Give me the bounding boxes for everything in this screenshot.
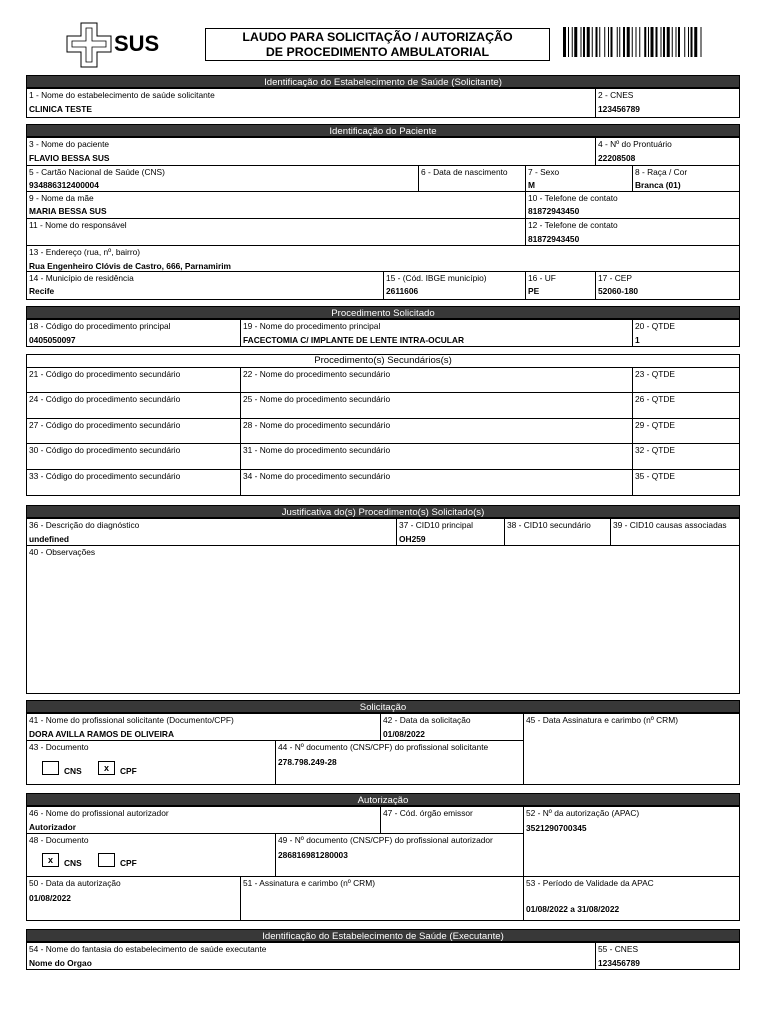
sec-proc-code-label: 21 - Código do procedimento secundário: [29, 369, 181, 379]
field-10-label: 10 - Telefone de contato: [528, 193, 618, 203]
sec-proc-name-cell[interactable]: [241, 470, 633, 495]
barcode-bar: [694, 27, 697, 57]
barcode-bar: [676, 27, 677, 57]
sec-proc-code-label: 30 - Código do procedimento secundário: [29, 445, 181, 455]
field-3-value: FLAVIO BESSA SUS: [29, 153, 110, 163]
field-19-value: FACECTOMIA C/ IMPLANTE DE LENTE INTRA-OCULAR: [243, 335, 464, 345]
field-2-label: 2 - CNES: [598, 90, 634, 100]
barcode-bar: [608, 27, 609, 57]
barcode-bar: [636, 27, 637, 57]
sec-proc-code-cell[interactable]: [27, 470, 241, 495]
field-44-value: 278.798.249-28: [278, 757, 337, 767]
title-line-2: DE PROCEDIMENTO AMBULATORIAL: [265, 45, 490, 59]
field-37-label: 37 - CID10 principal: [399, 520, 474, 530]
field-14[interactable]: [27, 272, 384, 299]
logo-text: SUS: [114, 31, 160, 56]
sus-logo: [64, 22, 174, 68]
field-4-value: 22208508: [598, 153, 636, 163]
field-55-label: 55 - CNES: [598, 944, 639, 954]
field-41-value: DORA AVILLA RAMOS DE OLIVEIRA: [29, 729, 175, 739]
barcode-bar: [656, 27, 658, 57]
field-8-value: Branca (01): [635, 180, 681, 190]
title-line-1: LAUDO PARA SOLICITAÇÃO / AUTORIZAÇÃO: [242, 30, 513, 44]
field-18[interactable]: [27, 320, 241, 346]
field-7-label: 7 - Sexo: [528, 167, 560, 177]
field-19-label: 19 - Nome do procedimento principal: [243, 321, 381, 331]
barcode-bar: [611, 27, 613, 57]
sec-proc-name-cell[interactable]: [241, 368, 633, 393]
field-36-value: undefined: [29, 534, 70, 544]
field-6-label: 6 - Data de nascimento: [421, 167, 508, 177]
solicitacao-block: [26, 713, 740, 785]
field-9[interactable]: [27, 192, 526, 219]
sec-proc-name-label: 34 - Nome do procedimento secundário: [243, 471, 391, 481]
barcode-bar: [688, 27, 689, 57]
sec-proc-qtde-cell[interactable]: [633, 470, 739, 495]
section-estab-executante: Identificação do Estabelecimento de Saúde (Executante): [26, 929, 740, 942]
barcode-bar: [684, 27, 685, 57]
cross-icon: [64, 22, 116, 68]
field-5-label: 5 - Cartão Nacional de Saúde (CNS): [29, 167, 165, 177]
field-40[interactable]: [27, 546, 739, 693]
field-12-label: 12 - Telefone de contato: [528, 220, 618, 230]
autorizador-cns-label: CNS: [64, 858, 82, 868]
barcode-bar: [648, 27, 649, 57]
field-7-value: M: [528, 180, 535, 190]
field-9-label: 9 - Nome da mãe: [29, 193, 94, 203]
field-13-value: Rua Engenheiro Clóvis de Castro, 666, Parnamirim: [29, 261, 231, 271]
autorizador-cpf-checkbox[interactable]: [98, 853, 115, 867]
barcode-bar: [672, 27, 673, 57]
barcode-bar: [627, 27, 630, 57]
field-15-value: 2611606: [386, 286, 419, 296]
solicitante-cns-label: CNS: [64, 766, 82, 776]
sec-proc-name-label: 25 - Nome do procedimento secundário: [243, 394, 391, 404]
sec-proc-code-cell[interactable]: [27, 393, 241, 419]
section-paciente: Identificação do Paciente: [26, 124, 740, 137]
field-4[interactable]: [596, 138, 739, 166]
sec-proc-qtde-label: 23 - QTDE: [635, 369, 676, 379]
barcode-bar: [587, 27, 590, 57]
field-49-value: 286816981280003: [278, 850, 348, 860]
barcode-bar: [691, 27, 693, 57]
barcode-bar: [644, 27, 646, 57]
sec-proc-name-label: 22 - Nome do procedimento secundário: [243, 369, 391, 379]
field-48: [27, 834, 276, 877]
field-17[interactable]: [596, 272, 739, 299]
barcode-bar: [604, 27, 605, 57]
justificativa-block: [26, 518, 740, 694]
field-2[interactable]: [596, 89, 739, 117]
field-11-label: 11 - Nome do responsável: [29, 220, 127, 230]
field-51[interactable]: [241, 877, 524, 920]
field-53-label: 53 - Período de Validade da APAC: [526, 878, 654, 888]
field-52[interactable]: [524, 807, 739, 877]
field-50-value: 01/08/2022: [29, 893, 71, 903]
sec-proc-name-cell[interactable]: [241, 444, 633, 470]
barcode-bar: [663, 27, 665, 57]
field-1[interactable]: [27, 89, 596, 117]
proc-secundarios-title: Procedimento(s) Secundários(s): [314, 355, 452, 366]
field-2-value: 123456789: [598, 104, 640, 114]
form-title: [205, 28, 550, 61]
field-49-label: 49 - Nº documento (CNS/CPF) do profissional autorizador: [278, 835, 493, 845]
field-51-label: 51 - Assinatura e carimbo (nº CRM): [243, 878, 375, 888]
barcode-bar: [701, 27, 702, 57]
field-48-label: 48 - Documento: [29, 835, 89, 845]
field-46[interactable]: [27, 807, 381, 834]
field-43-label: 43 - Documento: [29, 742, 89, 752]
section-justificativa: Justificativa do(s) Procedimento(s) Solicitado(s): [26, 505, 740, 518]
field-13[interactable]: [27, 246, 739, 272]
field-1-value: CLINICA TESTE: [29, 104, 92, 114]
field-3[interactable]: [27, 138, 596, 166]
sec-proc-qtde-label: 29 - QTDE: [635, 420, 676, 430]
barcode-bar: [639, 27, 640, 57]
field-16-label: 16 - UF: [528, 273, 556, 283]
field-55[interactable]: [596, 943, 739, 969]
barcode-bar: [599, 27, 600, 57]
barcode-bar: [568, 27, 569, 57]
field-43: [27, 741, 276, 784]
field-12-value: 81872943450: [528, 234, 580, 244]
barcode-bar: [617, 27, 618, 57]
field-14-label: 14 - Município de residência: [29, 273, 134, 283]
field-40-label: 40 - Observações: [29, 547, 96, 557]
field-52-label: 52 - Nº da autorização (APAC): [526, 808, 640, 818]
section-proc-secundarios-header: [26, 354, 740, 368]
field-15-label: 15 - (Cód. IBGE município): [386, 273, 487, 283]
autorizacao-block: [26, 806, 740, 921]
field-53[interactable]: [524, 877, 739, 920]
sec-proc-qtde-cell[interactable]: [633, 419, 739, 444]
field-41[interactable]: [27, 714, 381, 741]
field-14-value: Recife: [29, 286, 55, 296]
autorizador-cns-checkbox[interactable]: x: [42, 853, 59, 867]
sec-proc-code-cell[interactable]: [27, 368, 241, 393]
field-13-label: 13 - Endereço (rua, nº, bairro): [29, 247, 141, 257]
sec-proc-qtde-label: 26 - QTDE: [635, 394, 676, 404]
barcode-bar: [632, 27, 633, 57]
barcode-bar: [619, 27, 620, 57]
section-solicitacao: Solicitação: [26, 700, 740, 713]
field-50[interactable]: [27, 877, 241, 920]
field-37-value: OH259: [399, 534, 426, 544]
field-41-label: 41 - Nome do profissional solicitante (Documento/CPF): [29, 715, 234, 725]
field-7[interactable]: [526, 166, 633, 192]
field-18-value: 0405050097: [29, 335, 76, 345]
field-45-label: 45 - Data Assinatura e carimbo (nº CRM): [526, 715, 679, 725]
field-46-value: Autorizador: [29, 822, 76, 832]
barcode-bar: [581, 27, 582, 57]
sec-proc-code-cell[interactable]: [27, 419, 241, 444]
barcode-bar: [678, 27, 680, 57]
field-38-label: 38 - CID10 secundário: [507, 520, 591, 530]
field-49[interactable]: [276, 834, 524, 877]
field-20[interactable]: [633, 320, 739, 346]
field-42-label: 42 - Data da solicitação: [383, 715, 471, 725]
barcode-bar: [592, 27, 593, 57]
sec-proc-name-label: 31 - Nome do procedimento secundário: [243, 445, 391, 455]
sec-proc-qtde-cell[interactable]: [633, 393, 739, 419]
field-42[interactable]: [381, 714, 524, 741]
sec-proc-code-label: 33 - Código do procedimento secundário: [29, 471, 181, 481]
proc-solicitado-block: [26, 319, 740, 347]
field-54-value: Nome do Orgao: [29, 958, 92, 968]
barcode-bar: [667, 27, 670, 57]
sec-proc-code-label: 24 - Código do procedimento secundário: [29, 394, 181, 404]
sec-proc-name-cell[interactable]: [241, 393, 633, 419]
field-17-label: 17 - CEP: [598, 273, 632, 283]
barcode-bar: [651, 27, 654, 57]
section-estab-solicitante: Identificação do Estabelecimento de Saúde (Solicitante): [26, 75, 740, 88]
field-54[interactable]: [27, 943, 596, 969]
barcode-bar: [661, 27, 662, 57]
barcode-bar: [572, 27, 573, 57]
proc-secundarios-block: [26, 367, 740, 496]
field-36[interactable]: [27, 519, 397, 546]
field-8[interactable]: [633, 166, 739, 192]
sec-proc-qtde-cell[interactable]: [633, 368, 739, 393]
field-45[interactable]: [524, 714, 739, 784]
estab-solicitante-block: [26, 88, 740, 118]
field-44[interactable]: [276, 741, 524, 784]
field-38[interactable]: [505, 519, 611, 546]
field-16[interactable]: [526, 272, 596, 299]
sec-proc-code-cell[interactable]: [27, 444, 241, 470]
sec-proc-code-label: 27 - Código do procedimento secundário: [29, 420, 181, 430]
barcode-bar: [623, 27, 625, 57]
field-15[interactable]: [384, 272, 526, 299]
sec-proc-name-label: 28 - Nome do procedimento secundário: [243, 420, 391, 430]
sec-proc-qtde-cell[interactable]: [633, 444, 739, 470]
field-50-label: 50 - Data da autorização: [29, 878, 121, 888]
barcode: [563, 27, 741, 57]
barcode-bar: [596, 27, 598, 57]
field-54-label: 54 - Nome do fantasia do estabelecimento de saúde executante: [29, 944, 267, 954]
field-4-label: 4 - Nº do Prontuário: [598, 139, 672, 149]
field-20-value: 1: [635, 335, 640, 345]
solicitante-cpf-label: CPF: [120, 766, 137, 776]
field-42-value: 01/08/2022: [383, 729, 425, 739]
field-6[interactable]: [419, 166, 526, 192]
section-proc-solicitado: Procedimento Solicitado: [26, 306, 740, 319]
autorizador-cpf-label: CPF: [120, 858, 137, 868]
field-37[interactable]: [397, 519, 505, 546]
barcode-bar: [563, 27, 566, 57]
field-46-label: 46 - Nome do profissional autorizador: [29, 808, 169, 818]
field-20-label: 20 - QTDE: [635, 321, 676, 331]
solicitante-cpf-checkbox[interactable]: x: [98, 761, 115, 775]
field-18-label: 18 - Código do procedimento principal: [29, 321, 171, 331]
field-5-value: 934886312400004: [29, 180, 99, 190]
field-12[interactable]: [526, 219, 739, 246]
field-1-label: 1 - Nome do estabelecimento de saúde solicitante: [29, 90, 215, 100]
field-9-value: MARIA BESSA SUS: [29, 206, 107, 216]
field-17-value: 52060-180: [598, 286, 639, 296]
sec-proc-qtde-label: 35 - QTDE: [635, 471, 676, 481]
estab-executante-block: [26, 942, 740, 970]
field-3-label: 3 - Nome do paciente: [29, 139, 110, 149]
field-39[interactable]: [611, 519, 739, 546]
sec-proc-qtde-label: 32 - QTDE: [635, 445, 676, 455]
field-10[interactable]: [526, 192, 739, 219]
barcode-bar: [583, 27, 585, 57]
field-52-value: 3521290700345: [526, 823, 587, 833]
field-44-label: 44 - Nº documento (CNS/CPF) do profissional solicitante: [278, 742, 489, 752]
field-55-value: 123456789: [598, 958, 640, 968]
field-11[interactable]: [27, 219, 526, 246]
field-47[interactable]: [381, 807, 524, 834]
field-53-value: 01/08/2022 a 31/08/2022: [526, 904, 620, 914]
field-47-label: 47 - Cód. órgão emissor: [383, 808, 473, 818]
field-10-value: 81872943450: [528, 206, 580, 216]
field-36-label: 36 - Descrição do diagnóstico: [29, 520, 140, 530]
field-39-label: 39 - CID10 causas associadas: [613, 520, 727, 530]
field-8-label: 8 - Raça / Cor: [635, 167, 688, 177]
solicitante-cns-checkbox[interactable]: [42, 761, 59, 775]
barcode-bar: [574, 27, 577, 57]
field-19[interactable]: [241, 320, 633, 346]
field-16-value: PE: [528, 286, 540, 296]
sec-proc-name-cell[interactable]: [241, 419, 633, 444]
section-autorizacao: Autorização: [26, 793, 740, 806]
field-5[interactable]: [27, 166, 419, 192]
paciente-block: [26, 137, 740, 300]
